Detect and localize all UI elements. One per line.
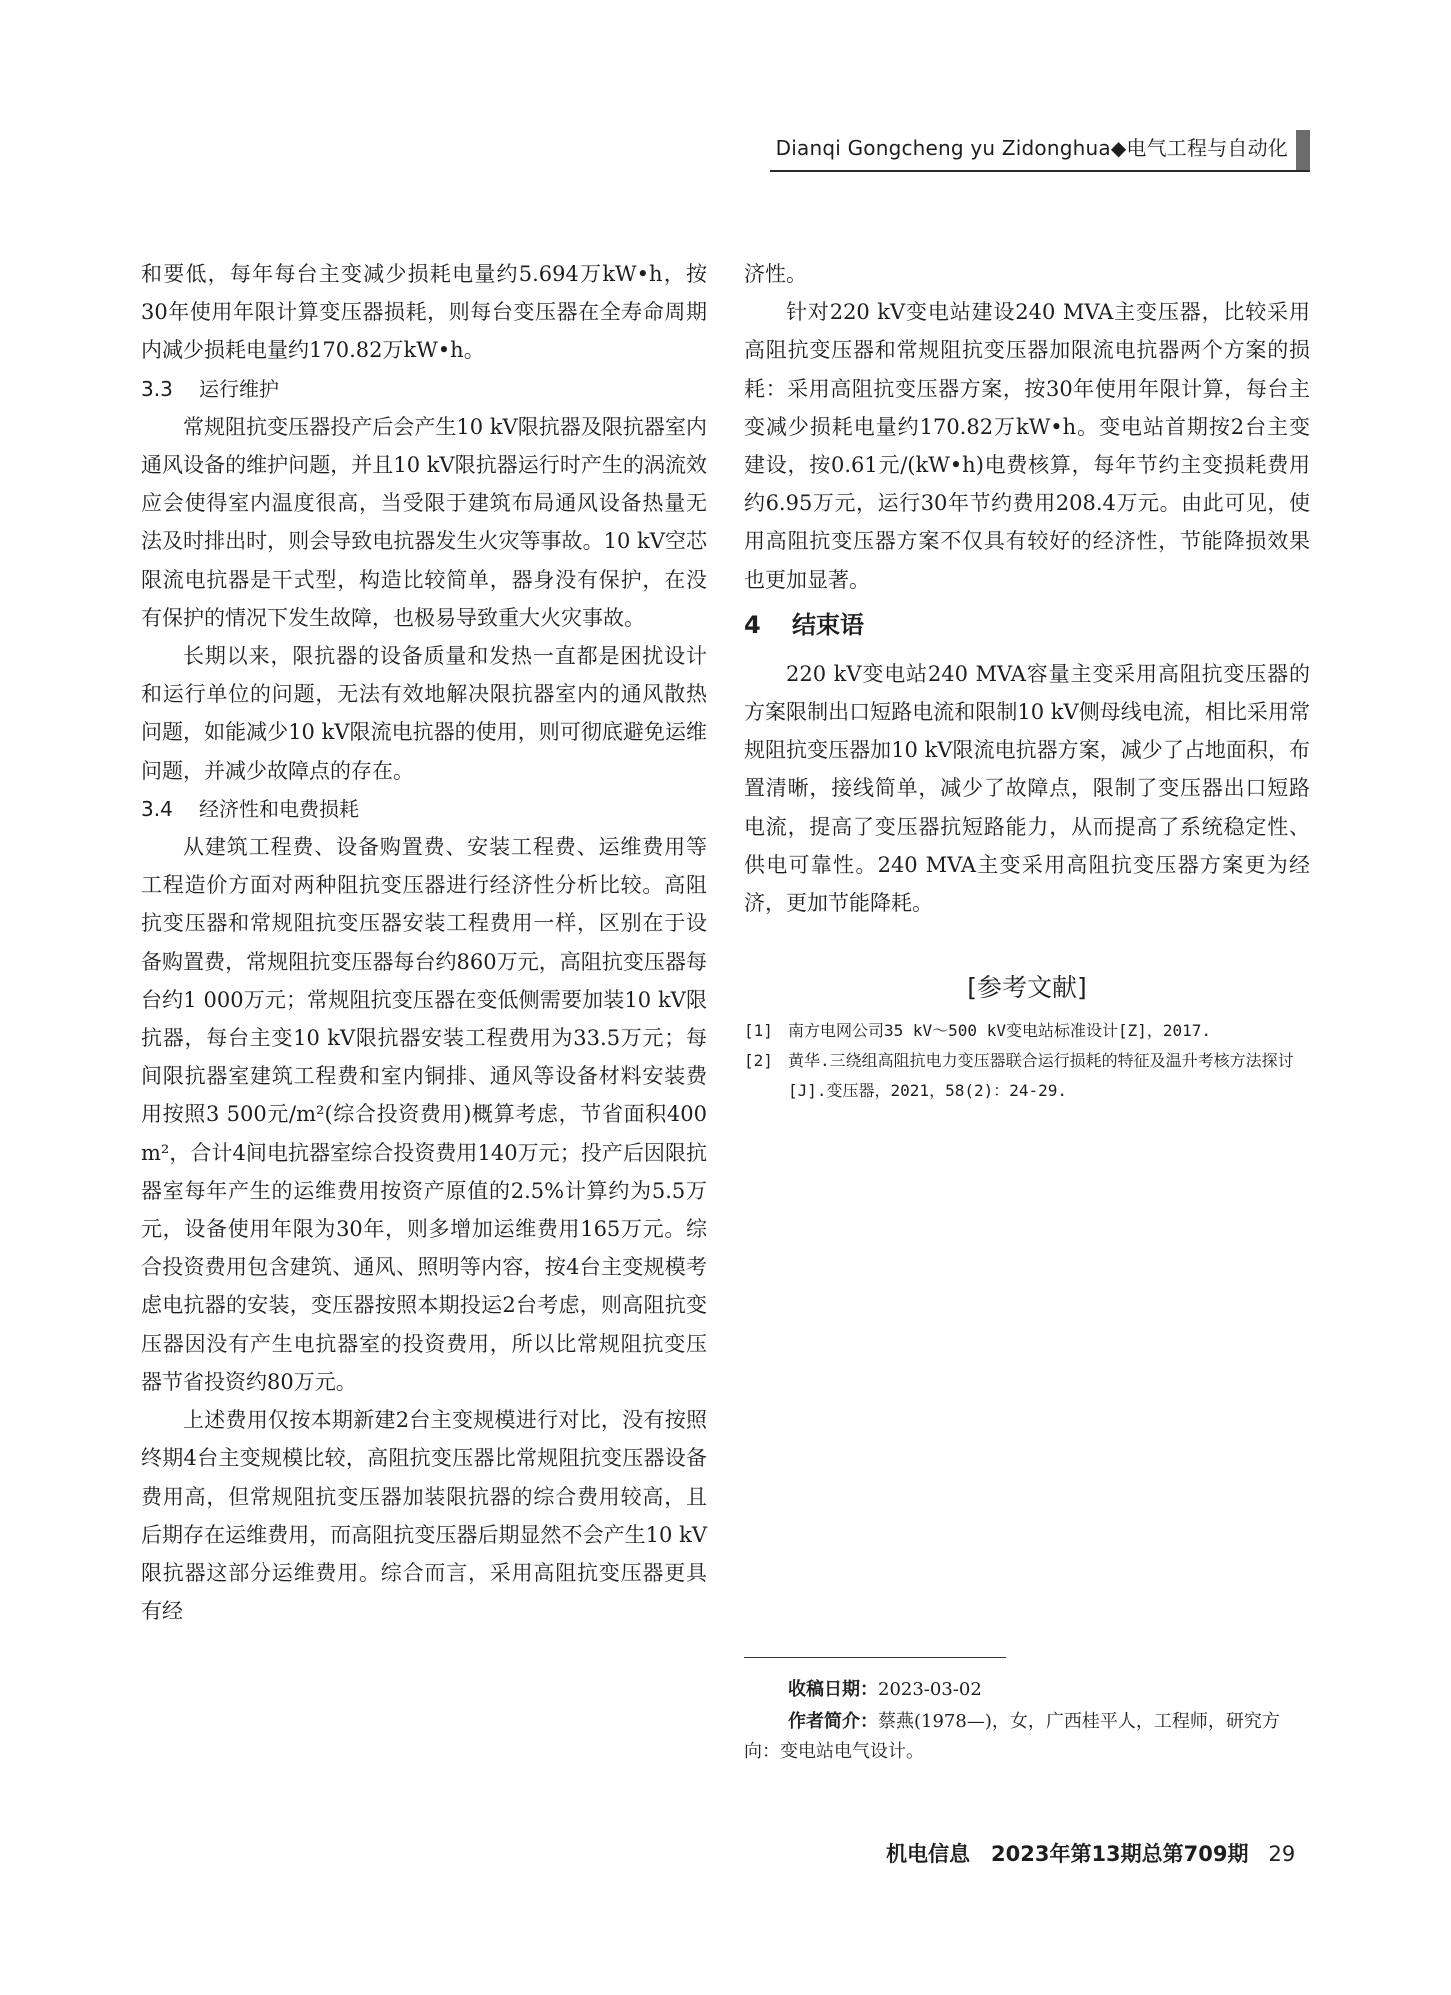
left-column [141,255,707,1630]
received-label: 收稿日期： [788,1679,878,1700]
section-heading-4 [744,605,1310,645]
paragraph: 上述费用仅按本期新建2台主变规模进行对比，没有按照终期4台主变规模比较，高阻抗变压器比常规阻抗变压器设备费用高，但常规阻抗变压器加装限抗器的综合费用较高，且后期存在运维费用，而高阻抗变压器后期显然不会产生10 kV限抗器这部分运维费用。综合而言，采用高阻抗变压器更具有经 [141,1408,707,1624]
paragraph: 针对220 kV变电站建设240 MVA主变压器，比较采用高阻抗变压器和常规阻抗变压器加限流电抗器两个方案的损耗：采用高阻抗变压器方案，按30年使用年限计算，每台主变减少损耗电量约170.82万kW•h。变电站首期按2台主变建设，按0.61元/(kW•h)电费核算，每年节约主变损耗费用约6.95万元，运行30年节约费用208.4万元。由此可见，使用高阻抗变压器方案不仅具有较好的经济性，节能降损效果也更加显著。 [744,300,1310,592]
page-footer [886,1838,1295,1868]
reference-index: [2] [744,1051,773,1071]
author-note [744,1707,1310,1767]
header-bar [1296,130,1310,170]
section-number: 4 [744,610,761,639]
right-column [744,255,1310,1106]
reference-item [744,1046,1310,1106]
received-value: 2023-03-02 [878,1679,982,1700]
journal-name: Dianqi Gongcheng yu Zidonghua◆电气工程与自动化 [775,136,1288,160]
references-title: [参考文献] [967,973,1087,1003]
section-title: 经济性和电费损耗 [199,796,359,821]
paragraph: 常规阻抗变压器投产后会产生10 kV限抗器及限抗器室内通风设备的维护问题，并且10 kV限抗器运行时产生的涡流效应会使得室内温度很高，当受限于建筑布局通风设备热量无法及时排出时，则会导致电抗器发生火灾等事故。10 kV空芯限流电抗器是干式型，构造比较简单，器身没有保护，在没有保护的情况下发生故障，也极易导致重大火灾事故。 [141,414,707,630]
reference-text: 南方电网公司35 kV～500 kV变电站标准设计[Z]，2017. [788,1021,1212,1041]
paragraph: 济性。 [744,262,807,286]
author-label: 作者简介： [788,1711,878,1732]
paragraph: 长期以来，限抗器的设备质量和发热一直都是困扰设计和运行单位的问题，无法有效地解决限抗器室内的通风散热问题，如能减少10 kV限流电抗器的使用，则可彻底避免运维问题，并减少故障点的存在。 [141,644,707,783]
reference-text: 黄华.三绕组高阻抗电力变压器联合运行损耗的特征及温升考核方法探讨[J].变压器，2021，58(2)：24-29. [788,1051,1294,1101]
received-date-note [744,1675,1310,1705]
section-heading-3-4 [141,790,707,828]
section-title: 运行维护 [199,376,279,401]
section-number: 3.3 [141,376,173,401]
page-number: 29 [1268,1842,1296,1866]
issue-info: 机电信息 2023年第13期总第709期 [886,1842,1249,1866]
running-header [770,130,1310,172]
paragraph: 和要低，每年每台主变减少损耗电量约5.694万kW•h，按30年使用年限计算变压器损耗，则每台变压器在全寿命周期内减少损耗电量约170.82万kW•h。 [141,262,707,363]
paragraph: 220 kV变电站240 MVA容量主变采用高阻抗变压器的方案限制出口短路电流和限制10 kV侧母线电流，相比采用常规阻抗变压器加10 kV限流电抗器方案，减少了占地面积，布置清晰，接线简单，减少了故障点，限制了变压器出口短路电流，提高了变压器抗短路能力，从而提高了系统稳定性、供电可靠性。240 MVA主变采用高阻抗变压器方案更为经济，更加节能降耗。 [744,661,1310,916]
reference-item [744,1016,1310,1046]
section-heading-3-3 [141,370,707,408]
footnote-divider [744,1657,1006,1658]
section-number: 3.4 [141,796,173,821]
author-value: 蔡燕(1978—)，女，广西桂平人，工程师，研究方向：变电站电气设计。 [744,1711,1280,1762]
paragraph: 从建筑工程费、设备购置费、安装工程费、运维费用等工程造价方面对两种阻抗变压器进行经济性分析比较。高阻抗变压器和常规阻抗变压器安装工程费用一样，区别在于设备购置费，常规阻抗变压器每台约860万元，高阻抗变压器每台约1 000万元；常规阻抗变压器在变低侧需要加装10 kV限抗器，每台主变10 kV限抗器安装工程费用为33.5万元；每间限抗器室建筑工程费和室内铜排、通风等设备材料安装费用按照3 500元/m²(综合投资费用)概算考虑，节省面积400 m²，合计4间电抗器室综合投资费用140万元；投产后因限抗器室每年产生的运维费用按资产原值的2.5%计算约为5.5万元，设备使用年限为30年，则多增加运维费用165万元。综合投资费用包含建筑、通风、照明等内容，按4台主变规模考虑电抗器的安装，变压器按照本期投运2台考虑，则高阻抗变压器因没有产生电抗器室的投资费用，所以比常规阻抗变压器节省投资约80万元。 [141,835,707,1394]
section-title: 结束语 [792,610,864,639]
reference-index: [1] [744,1021,773,1041]
